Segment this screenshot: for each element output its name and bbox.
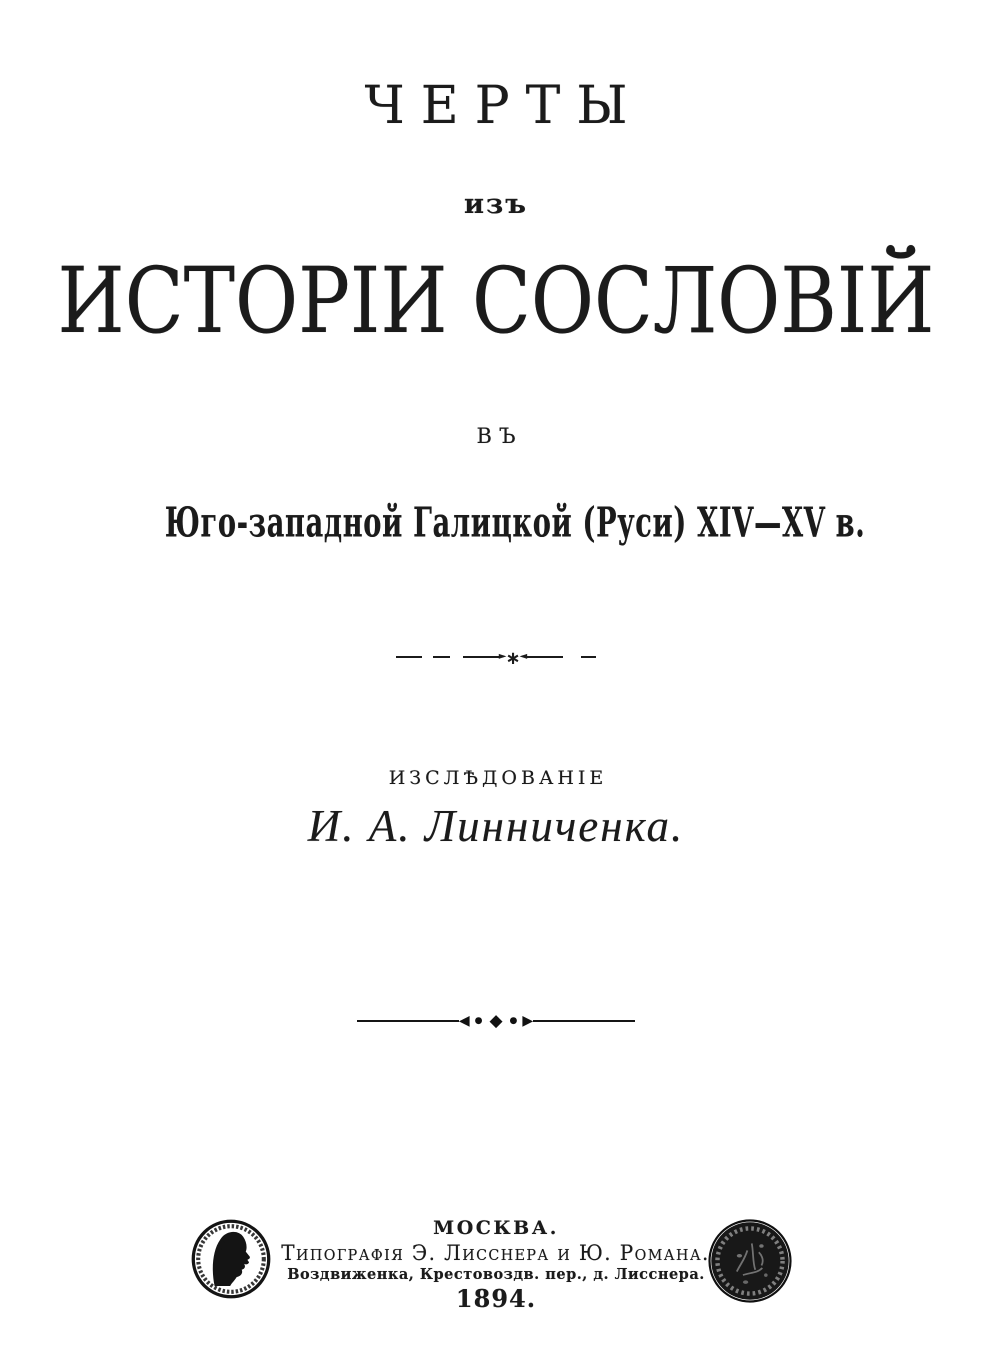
divider-line — [357, 1020, 459, 1023]
imprint-city: МОСКВА. — [433, 1217, 559, 1239]
preposition-iz: изъ — [464, 189, 528, 220]
divider-dash — [396, 656, 422, 658]
arrow-right-icon: ► — [498, 651, 507, 662]
diamond-icon: ◆ — [489, 1010, 503, 1031]
dot-icon: ● — [474, 1015, 483, 1026]
divider-dash — [463, 656, 499, 658]
divider-star-ornament-icon — [498, 648, 528, 669]
triangle-right-icon: ▶ — [522, 1013, 534, 1029]
imprint-publisher-text: Типографія Э. Лисснера и Ю. Романа. — [281, 1241, 711, 1265]
rider-emblem-icon — [706, 1217, 794, 1305]
imprint-publisher — [0, 1243, 992, 1264]
author-name: И. А. Линниченка. — [307, 801, 685, 851]
divider-line — [533, 1020, 635, 1023]
subtitle — [0, 498, 992, 547]
series-title: ЧЕРТЫ — [364, 76, 644, 136]
triangle-left-icon: ◀ — [458, 1013, 470, 1029]
imprint-year: 1894. — [455, 1284, 537, 1313]
portrait-profile-icon — [190, 1218, 272, 1300]
library-stamp-portrait — [190, 1218, 272, 1300]
arrow-left-icon: ◄ — [519, 651, 528, 662]
divider-dash — [527, 656, 563, 658]
star-icon: ∗ — [505, 648, 521, 669]
divider-dash — [433, 656, 450, 658]
main-title — [0, 249, 992, 355]
divider-dash — [581, 656, 596, 658]
genre-label: ИЗСЛѢДОВАНІЕ — [388, 767, 608, 789]
subtitle-text: Юго-западной Галицкой (Руси) XIV—XV в. — [164, 498, 866, 547]
imprint-address: Воздвиженка, Крестовоздв. пер., д. Лисснера. — [287, 1266, 705, 1283]
main-title-text: ИСТОРІИ СОСЛОВІЙ — [57, 249, 935, 355]
library-stamp-emblem — [706, 1217, 794, 1305]
preposition-v: ВЪ — [476, 424, 523, 448]
ornament-divider-diamond — [0, 1010, 992, 1031]
ornament-divider-thin — [0, 648, 992, 669]
dot-icon: ● — [509, 1015, 518, 1026]
